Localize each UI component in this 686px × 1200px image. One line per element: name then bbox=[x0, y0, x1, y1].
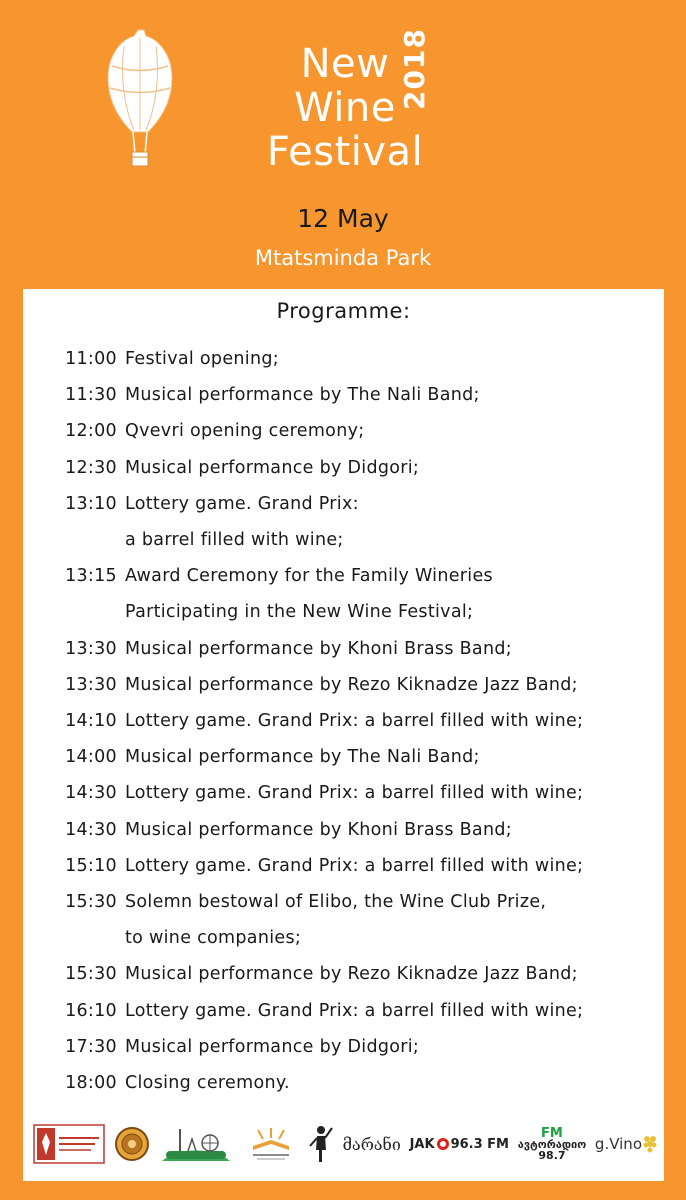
programme-row bbox=[23, 522, 664, 558]
programme-description: Lottery game. Grand Prix: a barrel filled with wine; bbox=[125, 1000, 584, 1021]
programme-description: Musical performance by Rezo Kiknadze Jazz Band; bbox=[125, 964, 578, 985]
fm-station-name: ავტორადიო bbox=[517, 1137, 587, 1151]
programme-row bbox=[23, 884, 664, 920]
programme-row bbox=[23, 1065, 664, 1101]
musician-logo bbox=[308, 1124, 334, 1164]
programme-row bbox=[23, 812, 664, 848]
programme-row bbox=[23, 341, 664, 377]
programme-row bbox=[23, 848, 664, 884]
programme-time: 13:30 bbox=[65, 638, 117, 659]
programme-row bbox=[23, 594, 664, 630]
programme-description: Musical performance by Rezo Kiknadze Jazz Band; bbox=[125, 674, 578, 695]
programme-time: 15:30 bbox=[65, 964, 117, 985]
programme-heading: Programme: bbox=[276, 299, 411, 323]
programme-description: Musical performance by The Nali Band; bbox=[125, 385, 480, 406]
programme-description: Qvevri opening ceremony; bbox=[125, 421, 365, 442]
programme-time: 15:10 bbox=[65, 855, 117, 876]
festival-venue: Mtatsminda Park bbox=[254, 246, 432, 270]
seal-logo bbox=[114, 1126, 150, 1162]
programme-row bbox=[23, 739, 664, 775]
programme-description: Lottery game. Grand Prix: a barrel filled with wine; bbox=[125, 711, 584, 732]
programme-list bbox=[23, 341, 664, 1101]
programme-description: to wine companies; bbox=[125, 928, 302, 949]
programme-time: 13:30 bbox=[65, 674, 117, 695]
programme-time: 11:00 bbox=[65, 349, 117, 369]
programme-time: 13:10 bbox=[65, 493, 117, 514]
round-seal-icon bbox=[114, 1126, 150, 1162]
grapes-icon bbox=[642, 1133, 658, 1155]
programme-time bbox=[23, 594, 125, 630]
programme-description: Musical performance by The Nali Band; bbox=[125, 747, 480, 768]
programme-row bbox=[23, 413, 664, 449]
programme-description: Musical performance by Khoni Brass Band; bbox=[125, 638, 512, 659]
programme-description: Participating in the New Wine Festival; bbox=[125, 602, 474, 623]
programme-description: a barrel filled with wine; bbox=[125, 530, 344, 551]
musician-silhouette-icon bbox=[308, 1124, 334, 1164]
programme-description: Musical performance by Didgori; bbox=[125, 1036, 420, 1057]
gvino-text: g.Vino bbox=[594, 1135, 642, 1153]
ministry-emblem-icon bbox=[33, 1124, 105, 1164]
sponsor-logos bbox=[33, 1119, 658, 1169]
programme-row bbox=[23, 558, 664, 594]
programme-time bbox=[23, 920, 125, 956]
programme-time: 17:30 bbox=[65, 1036, 117, 1057]
fm-frequency: 98.7 bbox=[538, 1148, 566, 1162]
programme-description: Festival opening; bbox=[125, 349, 279, 369]
programme-time: 15:30 bbox=[65, 892, 117, 913]
programme-description: Lottery game. Grand Prix: a barrel filled with wine; bbox=[125, 855, 584, 876]
programme-row bbox=[23, 450, 664, 486]
festival-date: 12 May bbox=[297, 204, 389, 233]
programme-description: Lottery game. Grand Prix: bbox=[125, 493, 359, 514]
programme-time: 13:15 bbox=[65, 566, 117, 587]
programme-row bbox=[23, 703, 664, 739]
avtoradio-logo bbox=[517, 1125, 587, 1162]
marani-logo: მარანი bbox=[342, 1134, 401, 1154]
programme-time: 14:30 bbox=[65, 819, 117, 840]
programme-description: Musical performance by Khoni Brass Band; bbox=[125, 819, 512, 840]
programme-description: Solemn bestowal of Elibo, the Wine Club Prize, bbox=[125, 892, 547, 913]
programme-description: Lottery game. Grand Prix: a barrel filled with wine; bbox=[125, 783, 584, 804]
programme-row bbox=[23, 667, 664, 703]
programme-time: 18:00 bbox=[65, 1073, 117, 1094]
title-line-festival: Festival bbox=[266, 129, 424, 175]
programme-row bbox=[23, 775, 664, 811]
jako-text: JAK bbox=[409, 1136, 435, 1152]
sunrise-book-icon bbox=[243, 1124, 299, 1164]
jako-radio-logo bbox=[410, 1137, 509, 1152]
tbilisi-logo bbox=[158, 1121, 234, 1167]
radio-ring-icon bbox=[437, 1138, 449, 1150]
programme-description: Closing ceremony. bbox=[125, 1073, 290, 1094]
programme-panel bbox=[23, 289, 664, 1181]
title-line-wine: Wine bbox=[294, 85, 396, 131]
programme-time bbox=[23, 522, 125, 558]
programme-description: Award Ceremony for the Family Wineries bbox=[125, 566, 493, 587]
balloon-illustration-icon bbox=[100, 26, 180, 172]
programme-description: Musical performance by Didgori; bbox=[125, 457, 420, 478]
programme-time: 11:30 bbox=[65, 385, 117, 406]
tbilisi-skyline-icon bbox=[158, 1121, 234, 1167]
programme-row bbox=[23, 956, 664, 992]
gvino-logo bbox=[595, 1133, 658, 1155]
programme-time: 16:10 bbox=[65, 1000, 117, 1021]
programme-time: 14:10 bbox=[65, 711, 117, 732]
programme-row bbox=[23, 631, 664, 667]
fm-badge: FM bbox=[541, 1125, 563, 1141]
programme-row bbox=[23, 486, 664, 522]
title-line-new: New bbox=[300, 41, 390, 87]
programme-time: 12:30 bbox=[65, 457, 117, 478]
programme-row bbox=[23, 1029, 664, 1065]
jako-frequency: 96.3 FM bbox=[450, 1136, 509, 1152]
programme-time: 14:30 bbox=[65, 783, 117, 804]
programme-time: 14:00 bbox=[65, 747, 117, 768]
agency-logo bbox=[243, 1124, 299, 1164]
programme-time: 12:00 bbox=[65, 421, 117, 442]
programme-row bbox=[23, 993, 664, 1029]
ministry-logo bbox=[33, 1124, 105, 1164]
programme-row bbox=[23, 377, 664, 413]
festival-year: 2018 bbox=[398, 28, 431, 110]
programme-row bbox=[23, 920, 664, 956]
